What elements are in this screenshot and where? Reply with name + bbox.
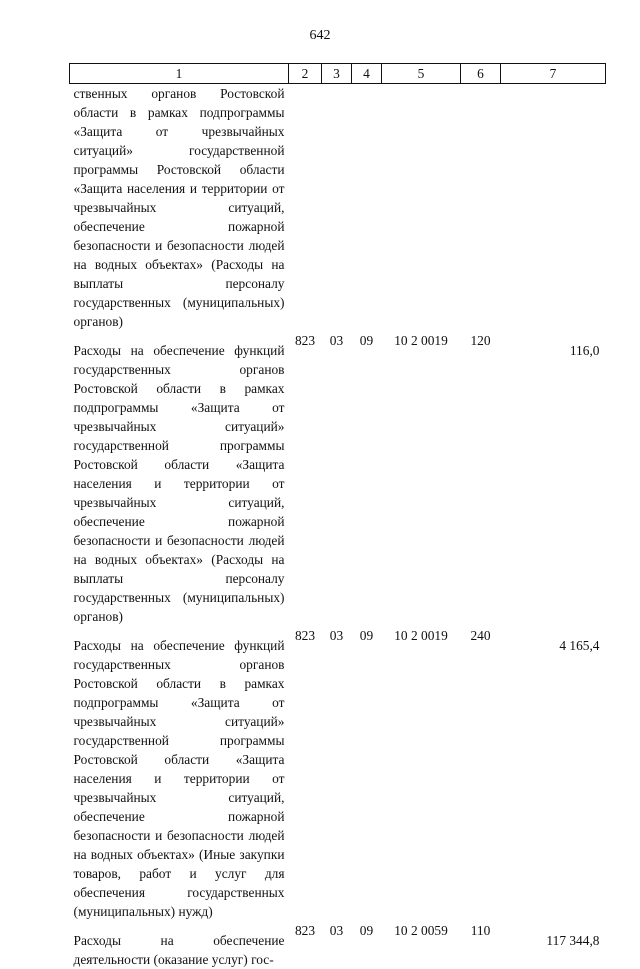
column-header: 5 <box>382 64 461 84</box>
column-header: 4 <box>352 64 382 84</box>
section-code: 03 <box>322 626 352 921</box>
section-code <box>322 84 352 332</box>
expense-type-code: 110 <box>461 921 501 969</box>
column-header: 6 <box>461 64 501 84</box>
amount: 117 344,8 <box>501 921 606 969</box>
column-header: 3 <box>322 64 352 84</box>
ministry-code: 823 <box>289 921 322 969</box>
subsection-code: 09 <box>352 921 382 969</box>
ministry-code <box>289 84 322 332</box>
target-code: 10 2 0019 <box>382 331 461 626</box>
expense-type-code: 120 <box>461 331 501 626</box>
table-header <box>70 64 606 84</box>
header-row <box>70 64 606 84</box>
target-code: 10 2 0059 <box>382 921 461 969</box>
section-code: 03 <box>322 921 352 969</box>
page-number: 642 <box>0 28 640 44</box>
column-header: 2 <box>289 64 322 84</box>
ministry-code: 823 <box>289 331 322 626</box>
row-description: ственных органов Ростовской области в рамках подпрограммы «Защита от чрезвычайных ситуаций» государственной программы Ростовской области «Защита населения и территории от чрезвычайных ситуаций, обеспечение пожарной безопасности и безопасности людей на водных объектах» (Расходы на выплаты персоналу государственных (муниципальных) органов) <box>70 84 289 332</box>
table-body <box>70 84 606 969</box>
expense-type-code <box>461 84 501 332</box>
column-header: 1 <box>70 64 289 84</box>
table-row <box>70 331 606 626</box>
amount: 4 165,4 <box>501 626 606 921</box>
subsection-code <box>352 84 382 332</box>
table-row <box>70 84 606 332</box>
target-code: 10 2 0019 <box>382 626 461 921</box>
section-code: 03 <box>322 331 352 626</box>
target-code <box>382 84 461 332</box>
expense-type-code: 240 <box>461 626 501 921</box>
amount <box>501 84 606 332</box>
column-header: 7 <box>501 64 606 84</box>
amount: 116,0 <box>501 331 606 626</box>
subsection-code: 09 <box>352 626 382 921</box>
table-row <box>70 921 606 969</box>
subsection-code: 09 <box>352 331 382 626</box>
ministry-code: 823 <box>289 626 322 921</box>
row-description: Расходы на обеспечение функций государственных органов Ростовской области в рамках подпрограммы «Защита от чрезвычайных ситуаций» государственной программы Ростовской области «Защита населения и территории от чрезвычайных ситуаций, обеспечение пожарной безопасности и безопасности людей на водных объектах» (Иные закупки товаров, работ и услуг для обеспечения государственных (муниципальных) нужд) <box>70 626 289 921</box>
row-description: Расходы на обеспечение деятельности (оказание услуг) гос- <box>70 921 289 969</box>
table-row <box>70 626 606 921</box>
budget-table <box>69 63 606 969</box>
row-description: Расходы на обеспечение функций государственных органов Ростовской области в рамках подпрограммы «Защита от чрезвычайных ситуаций» государственной программы Ростовской области «Защита населения и территории от чрезвычайных ситуаций, обеспечение пожарной безопасности и безопасности людей на водных объектах» (Расходы на выплаты персоналу государственных (муниципальных) органов) <box>70 331 289 626</box>
